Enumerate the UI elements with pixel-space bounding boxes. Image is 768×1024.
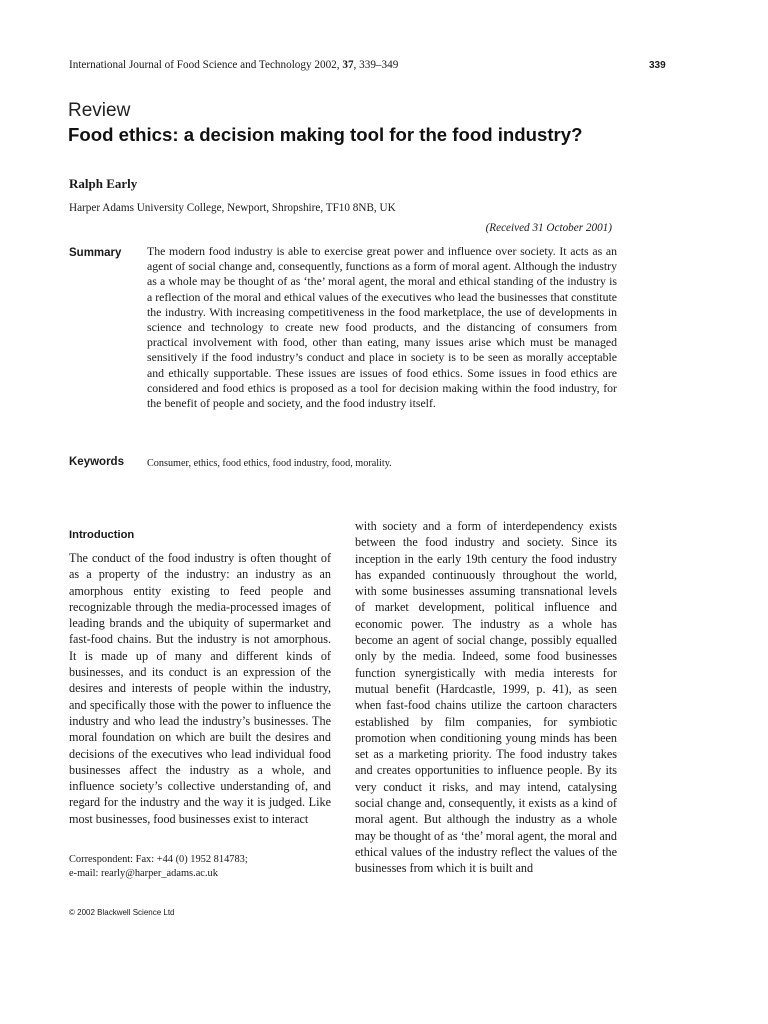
introduction-heading: Introduction (69, 529, 135, 541)
article-title: Food ethics: a decision making tool for the food industry? (68, 124, 583, 145)
author-name: Ralph Early (69, 176, 138, 191)
correspondence-note (69, 853, 248, 880)
summary-text: The modern food industry is able to exercise great power and influence over society. It acts as an agent of social change and, consequently, functions as a form of moral agent. Although the industry as a whole may be thought of as ‘the’ moral agent, the moral and ethical standing of the industry is a reflection of the moral and ethical values of the executives who lead the businesses that constitute the industry. With increasing competitiveness in the food marketplace, the use of developments in science and technology to create new food products, and the distancing of consumers from practical involvement with food, other than eating, many issues arise which must be managed sensitively if the food industry’s conduct and place in society is to be seen as morally acceptable and ethically supportable. These issues are issues of food ethics. Some issues in food ethics are considered and food ethics is proposed as a tool for decision making within the food industry, for the benefit of people and society, and the food industry itself. (147, 244, 617, 411)
introduction-paragraph: The conduct of the food industry is often thought of as a property of the industry: an industry as an amorphous entity existing to feed people and recognizable through the media-processed images of leading brands and the ubiquity of supermarket and fast-food chains. But the industry is not amorphous. It is made up of many and different kinds of businesses, and its conduct is an expression of the desires and interests of people within the industry, and specifically those with the power to influence the industry and who lead the industry’s businesses. The moral foundation on which are built the desires and decisions of the executives who lead individual food businesses affect the industry as a whole, and influence society’s collective understanding of, and regard for the industry and the way it is judged. Like most businesses, food businesses exist to interact (69, 551, 331, 826)
summary-label: Summary (69, 247, 122, 259)
body-column-left (69, 550, 331, 827)
correspondent-fax: Correspondent: Fax: +44 (0) 1952 814783; (69, 854, 248, 865)
body-column-right (355, 518, 617, 877)
author-affiliation: Harper Adams University College, Newport, Shropshire, TF10 8NB, UK (69, 202, 396, 214)
keywords-text: Consumer, ethics, food ethics, food industry, food, morality. (147, 458, 392, 469)
page-number: 339 (649, 60, 666, 71)
journal-pages: , 339–349 (353, 59, 399, 71)
correspondent-email: e-mail: rearly@harper_adams.ac.uk (69, 867, 218, 879)
introduction-paragraph-continued: with society and a form of interdependency exists between the food industry and society. Since its inception in the early 19th century the food industry has expanded continuously throughout the world, with some businesses assuming transnational levels of market development, political influence and economic power. The industry as a whole has become an agent of social change, possibly equalled only by the media. Indeed, some food businesses function synergistically with media interests for mutual benefit (Hardcastle, 1999, p. 41), as seen when fast-food chains utilize the cartoon characters established by film companies, for symbiotic promotion when conditioning young minds has been set as a marketing priority. The food industry takes and creates opportunities to influence people. By its very conduct it risks, and may intend, catalysing social change and, consequently, it exists as a kind of moral agent. But although the industry as a whole may be thought of as ‘the’ moral agent, the moral and ethical values of the industry reflect the values of the businesses from which it is built and (355, 519, 617, 876)
article-section-label: Review (68, 100, 131, 121)
journal-reference (69, 59, 398, 71)
keywords-label: Keywords (69, 456, 124, 468)
received-date: (Received 31 October 2001) (485, 222, 612, 234)
copyright-notice: © 2002 Blackwell Science Ltd (69, 908, 175, 917)
journal-volume: 37 (342, 59, 354, 71)
journal-name: International Journal of Food Science and Technology 2002, (69, 59, 340, 71)
